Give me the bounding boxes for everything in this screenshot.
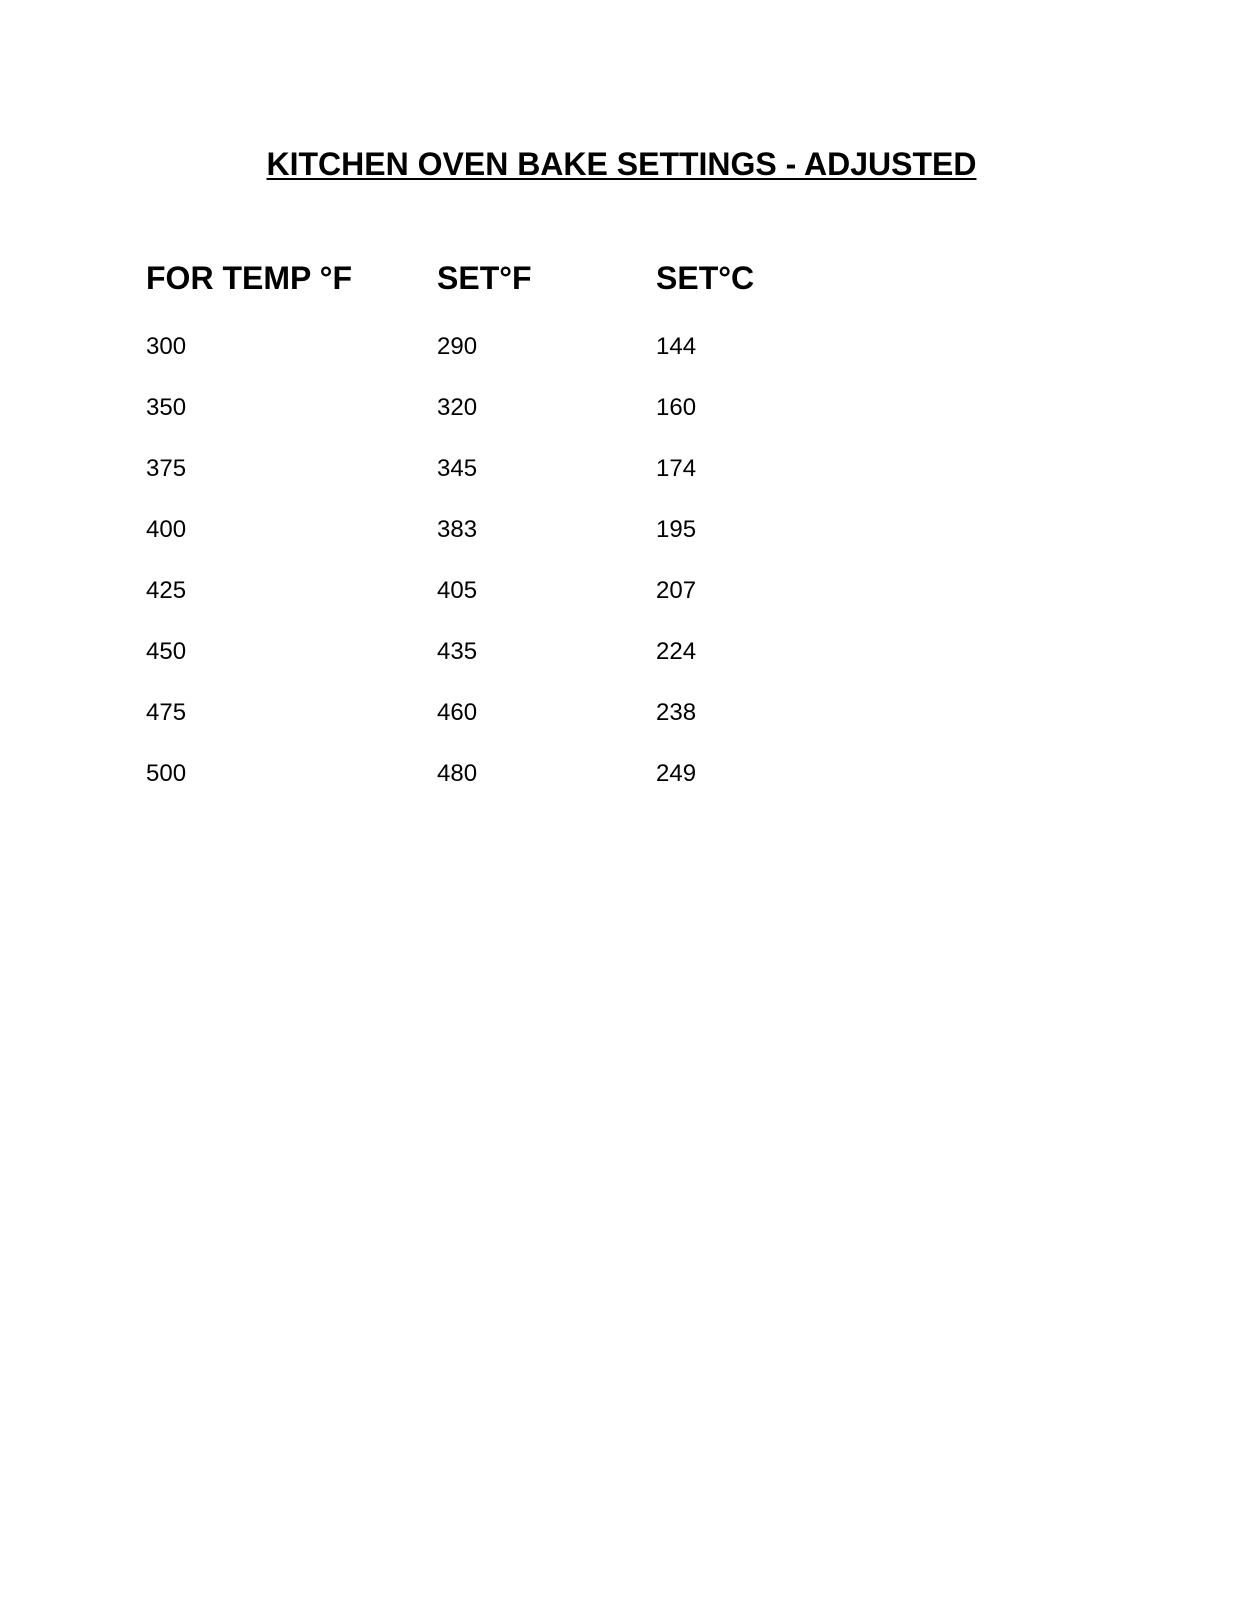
- header-for-temp-f: FOR TEMP °F: [146, 260, 352, 296]
- set-c-cell: 224: [656, 638, 697, 665]
- for-temp-f-cell: 375: [146, 455, 187, 482]
- header-set-c: SET°C: [656, 260, 755, 296]
- set-c-cell: 249: [656, 760, 697, 787]
- for-temp-f-cell: 350: [146, 394, 187, 421]
- set-f-cell: 383: [437, 516, 478, 543]
- set-c-cell: 238: [656, 699, 697, 726]
- set-f-cell: 405: [437, 577, 478, 604]
- set-c-cell: 160: [656, 394, 697, 421]
- set-f-cell: 345: [437, 455, 478, 482]
- for-temp-f-cell: 425: [146, 577, 187, 604]
- set-c-cell: 195: [656, 516, 697, 543]
- document-title: [0, 144, 1243, 184]
- for-temp-f-cell: 450: [146, 638, 187, 665]
- set-c-cell: 144: [656, 333, 697, 360]
- set-c-cell: 174: [656, 455, 697, 482]
- for-temp-f-cell: 300: [146, 333, 187, 360]
- set-f-cell: 435: [437, 638, 478, 665]
- set-c-cell: 207: [656, 577, 697, 604]
- for-temp-f-cell: 400: [146, 516, 187, 543]
- set-f-cell: 320: [437, 394, 478, 421]
- for-temp-f-cell: 500: [146, 760, 187, 787]
- document-title-text: KITCHEN OVEN BAKE SETTINGS - ADJUSTED: [266, 146, 977, 182]
- header-set-f: SET°F: [437, 260, 532, 296]
- for-temp-f-cell: 475: [146, 699, 187, 726]
- set-f-cell: 460: [437, 699, 478, 726]
- set-f-cell: 290: [437, 333, 478, 360]
- set-f-cell: 480: [437, 760, 478, 787]
